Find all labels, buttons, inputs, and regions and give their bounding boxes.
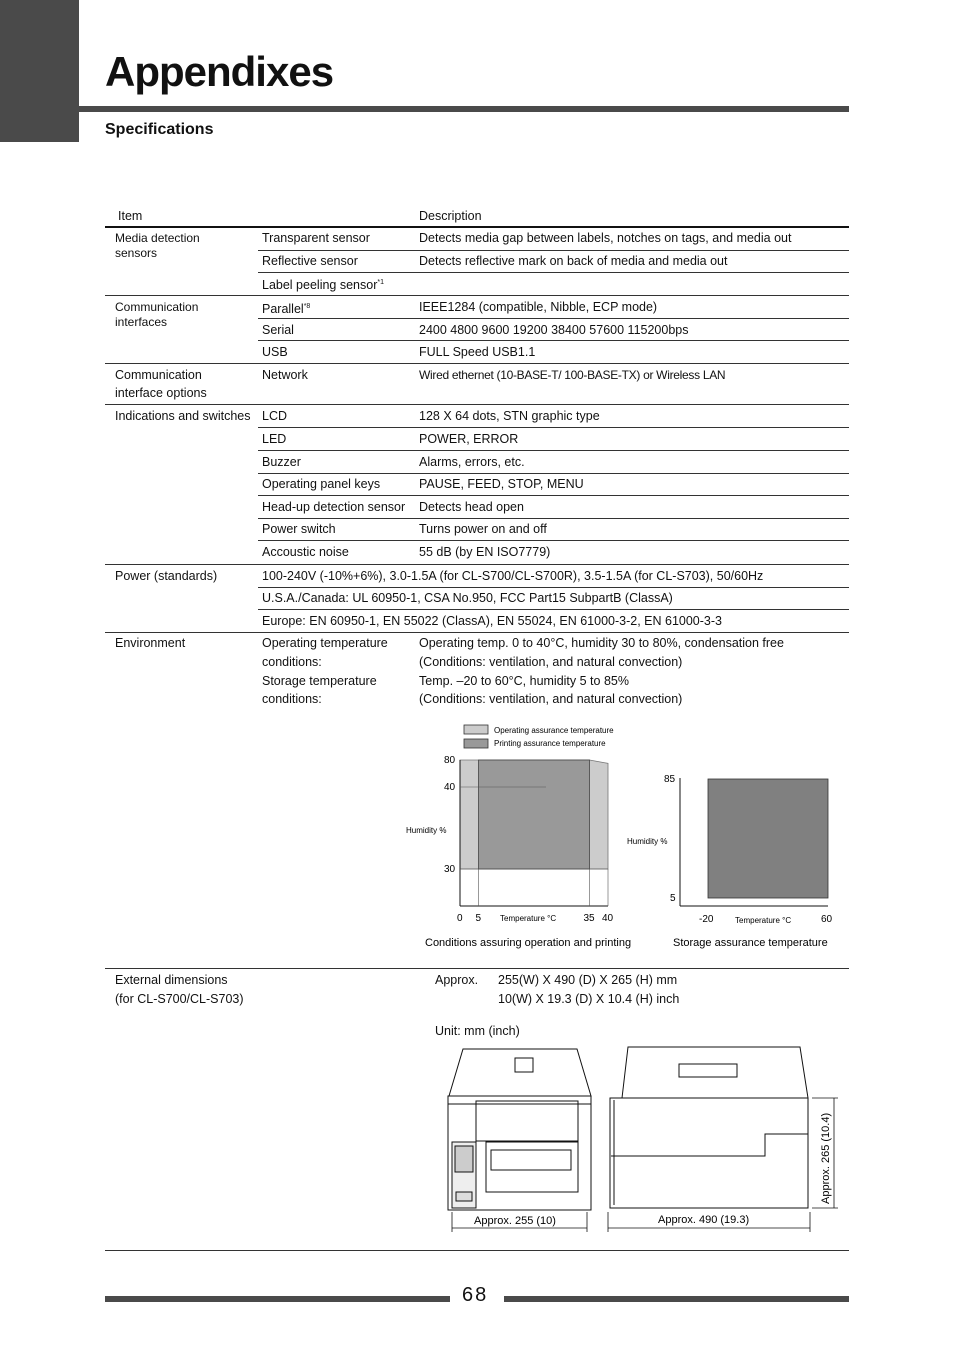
- row-label: Environment: [115, 636, 186, 650]
- footer-bar-right: [504, 1296, 849, 1302]
- x-axis-label: Temperature °C: [500, 914, 557, 923]
- row-item: Label peeling sensor$^{*1}$: [262, 278, 384, 293]
- row-label: Media detection: [115, 231, 200, 245]
- footer-bar-left: [105, 1296, 450, 1302]
- y-tick-label: 80: [444, 755, 456, 766]
- page-number: 68: [462, 1284, 489, 1306]
- legend-label-operating: Operating assurance temperature: [494, 726, 614, 735]
- env-item: conditions:: [262, 655, 322, 669]
- x-tick-label: -20: [699, 914, 714, 925]
- row-description: Wired ethernet (10-BASE-T/ 100-BASE-TX) or Wireless LAN: [419, 368, 726, 382]
- printer-front-view: [448, 1049, 591, 1210]
- printing-area: [479, 760, 590, 869]
- row-description: POWER, ERROR: [419, 432, 519, 446]
- front-width-label: Approx. 255 (10): [474, 1215, 556, 1227]
- row-label: (for CL-S700/CL-S703): [115, 992, 244, 1006]
- y-tick-label: 40: [444, 782, 456, 793]
- storage-area: [708, 779, 828, 898]
- storage-chart: [627, 774, 833, 949]
- legend-swatch-operating: [464, 725, 488, 734]
- env-description: Operating temp. 0 to 40°C, humidity 30 to 80%, condensation free: [419, 636, 784, 650]
- row-item: Accoustic noise: [262, 545, 349, 559]
- side-depth-label: Approx. 490 (19.3): [658, 1214, 750, 1226]
- chart-caption: Conditions assuring operation and printing: [425, 937, 632, 949]
- row-item: LED: [262, 432, 287, 446]
- env-item: Operating temperature: [262, 636, 388, 650]
- row-item: Reflective sensor: [262, 254, 358, 268]
- row-item: Head-up detection sensor: [262, 500, 406, 514]
- row-label: interface options: [115, 386, 207, 400]
- row-description: Turns power on and off: [419, 522, 547, 536]
- legend-label-printing: Printing assurance temperature: [494, 739, 606, 748]
- row-item: Parallel$^{*8}$: [262, 302, 311, 317]
- printer-side-view: [610, 1047, 808, 1208]
- header-description: Description: [419, 209, 482, 223]
- page-title: Appendixes: [105, 48, 334, 95]
- env-description: Temp. –20 to 60°C, humidity 5 to 85%: [419, 674, 629, 688]
- y-tick-label: 30: [444, 864, 456, 875]
- chart2-plot: [664, 774, 833, 925]
- row-label: Communication: [115, 300, 199, 314]
- x-tick-label: 5: [475, 913, 482, 924]
- x-tick-label: 0: [457, 913, 463, 924]
- y-axis-label: Humidity %: [627, 837, 668, 846]
- row-item: Power switch: [262, 522, 336, 536]
- env-description: (Conditions: ventilation, and natural convection): [419, 655, 683, 669]
- x-tick-label: 60: [821, 914, 833, 925]
- row-label: sensors: [115, 246, 158, 260]
- row-item: USB: [262, 345, 288, 359]
- row-description: 128 X 64 dots, STN graphic type: [419, 409, 600, 423]
- row-description: PAUSE, FEED, STOP, MENU: [419, 477, 584, 491]
- operation-chart: [406, 725, 631, 949]
- row-description: 2400 4800 9600 19200 38400 57600 115200bps: [419, 323, 689, 337]
- height-label: Approx. 265 (10.4): [820, 1112, 832, 1204]
- row-rule: [105, 968, 849, 969]
- row-item: Serial: [262, 323, 294, 337]
- row-label: Communication: [115, 368, 202, 382]
- y-tick-label: 5: [670, 893, 676, 904]
- dim-mm: 255(W) X 490 (D) X 265 (H) mm: [498, 973, 678, 987]
- row-item: LCD: [262, 409, 288, 423]
- x-axis-label: Temperature °C: [735, 916, 792, 925]
- y-axis-label: Humidity %: [406, 826, 447, 835]
- dim-approx: Approx.: [435, 973, 479, 987]
- legend-swatch-printing: [464, 739, 488, 748]
- row-description: Detects reflective mark on back of media and media out: [419, 254, 728, 268]
- row-label: Indications and switches: [115, 409, 251, 423]
- row-description: Alarms, errors, etc.: [419, 455, 525, 469]
- row-label: External dimensions: [115, 973, 228, 987]
- table-bottom-rule: [105, 1250, 849, 1251]
- env-item: conditions:: [262, 692, 322, 706]
- row-item: Transparent sensor: [262, 231, 370, 245]
- row-description: IEEE1284 (compatible, Nibble, ECP mode): [419, 300, 658, 314]
- row-item: Network: [262, 368, 308, 382]
- section-title: Specifications: [105, 121, 214, 138]
- x-tick-label: 35: [583, 913, 595, 924]
- row-label: interfaces: [115, 315, 168, 329]
- dim-inch: 10(W) X 19.3 (D) X 10.4 (H) inch: [498, 992, 680, 1006]
- y-tick-label: 85: [664, 774, 676, 785]
- row-description: Detects head open: [419, 500, 524, 514]
- row-item: Buzzer: [262, 455, 301, 469]
- row-description: FULL Speed USB1.1: [419, 345, 536, 359]
- row-description: 55 dB (by EN ISO7779): [419, 545, 551, 559]
- x-tick-label: 40: [602, 913, 614, 924]
- row-description: Detects media gap between labels, notches on tags, and media out: [419, 231, 792, 245]
- header-item: Item: [118, 209, 143, 223]
- row-item: Operating panel keys: [262, 477, 381, 491]
- chart-caption: Storage assurance temperature: [673, 937, 828, 949]
- row-description: 100-240V (-10%+6%), 3.0-1.5A (for CL-S700/CL-S700R), 3.5-1.5A (for CL-S703), 50/60Hz: [262, 569, 764, 583]
- row-label: Power (standards): [115, 569, 218, 583]
- chart1-plot: [444, 755, 614, 924]
- row-description: U.S.A./Canada: UL 60950-1, CSA No.950, FCC Part15 SubpartB (ClassA): [262, 591, 673, 605]
- env-description: (Conditions: ventilation, and natural convection): [419, 692, 683, 706]
- row-description: Europe: EN 60950-1, EN 55022 (ClassA), EN 55024, EN 61000-3-2, EN 61000-3-3: [262, 614, 722, 628]
- env-item: Storage temperature: [262, 674, 377, 688]
- dim-unit: Unit: mm (inch): [435, 1024, 520, 1038]
